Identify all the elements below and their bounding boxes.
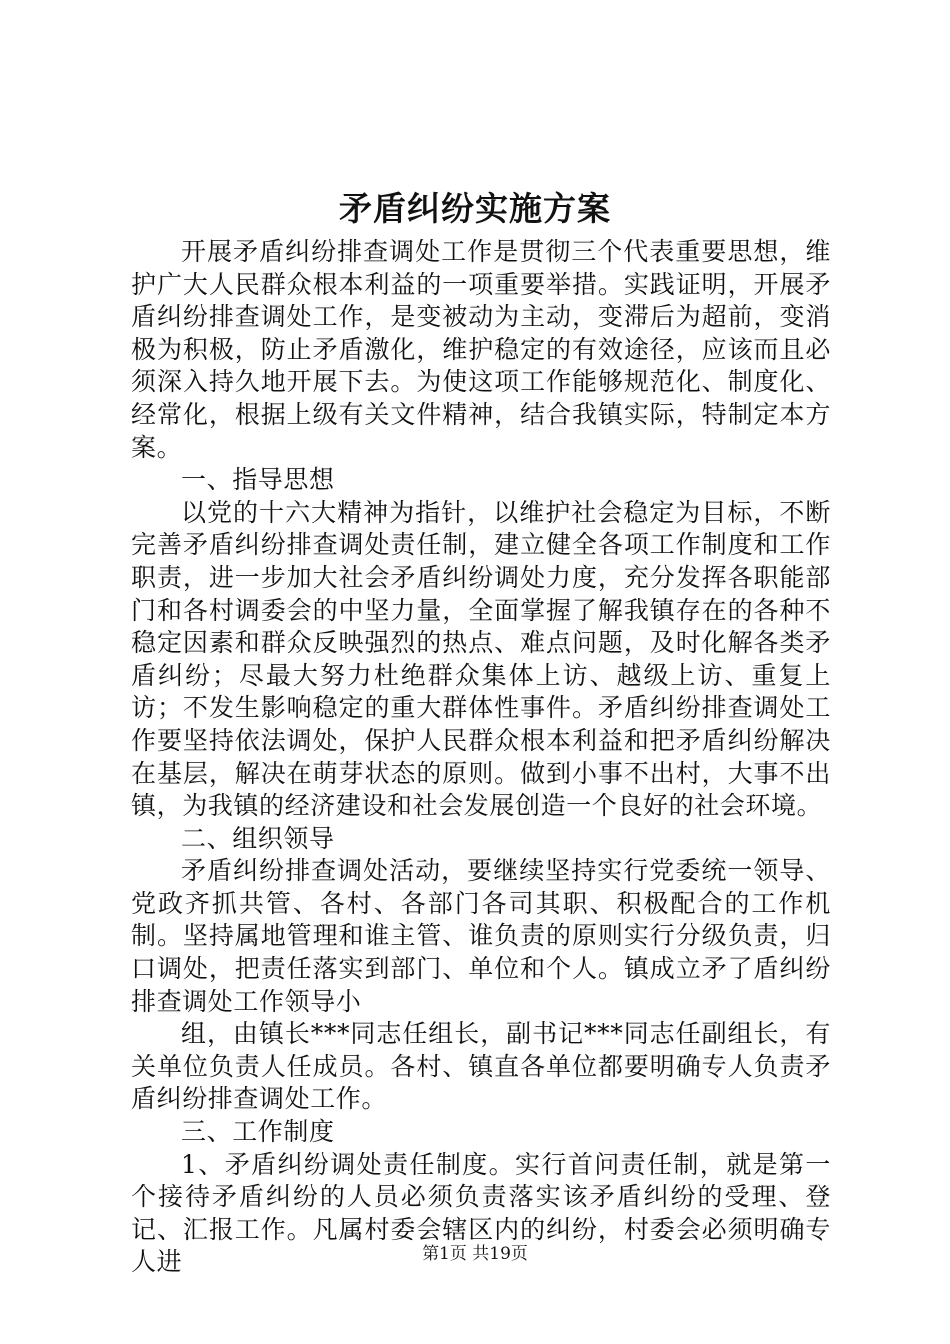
page-number-footer: 第1页 共19页 [422, 1244, 528, 1264]
section-heading-work-system: 三、工作制度 [181, 1117, 335, 1147]
document-body [131, 236, 831, 1279]
paragraph-leading-group: 组，由镇长***同志任组长，副书记***同志任副组长，有关单位负责人任成员。各村、镇直各单位都要明确专人负责矛盾纠纷排查调处工作。 [131, 1019, 831, 1114]
section-heading-guiding-ideology: 一、指导思想 [181, 465, 335, 495]
section-heading-organization: 二、组织领导 [181, 823, 335, 853]
paragraph-intro: 开展矛盾纠纷排查调处工作是贯彻三个代表重要思想，维护广大人民群众根本利益的一项重要举措。实践证明，开展矛盾纠纷排查调处工作，是变被动为主动，变滞后为超前，变消极为积极，防止矛盾激化，维护稳定的有效途径，应该而且必须深入持久地开展下去。为使这项工作能够规范化、制度化、经常化，根据上级有关文件精神，结合我镇实际，特制定本方案。 [131, 237, 831, 462]
paragraph-guiding-ideology: 以党的十六大精神为指针，以维护社会稳定为目标，不断完善矛盾纠纷排查调处责任制，建立健全各项工作制度和工作职责，进一步加大社会矛盾纠纷调处力度，充分发挥各职能部门和各村调委会的中坚力量，全面掌握了解我镇存在的各种不稳定因素和群众反映强烈的热点、难点问题，及时化解各类矛盾纠纷；尽最大努力杜绝群众集体上访、越级上访、重复上访；不发生影响稳定的重大群体性事件。矛盾纠纷排查调处工作要坚持依法调处，保护人民群众根本利益和把矛盾纠纷解决在基层，解决在萌芽状态的原则。做到小事不出村，大事不出镇，为我镇的经济建设和社会发展创造一个良好的社会环境。 [131, 497, 831, 821]
paragraph-organization: 矛盾纠纷排查调处活动，要继续坚持实行党委统一领导、党政齐抓共管、各村、各部门各司其职、积极配合的工作机制。坚持属地管理和谁主管、谁负责的原则实行分级负责，归口调处，把责任落实到部门、单位和个人。镇成立矛了盾纠纷排查调处工作领导小 [131, 856, 831, 1016]
paragraph-responsibility-system: 1、矛盾纠纷调处责任制度。实行首问责任制，就是第一个接待矛盾纠纷的人员必须负责落实该矛盾纠纷的受理、登记、汇报工作。凡属村委会辖区内的纠纷，村委会必须明确专人进 [131, 1149, 831, 1277]
document-title: 矛盾纠纷实施方案 [339, 189, 611, 228]
